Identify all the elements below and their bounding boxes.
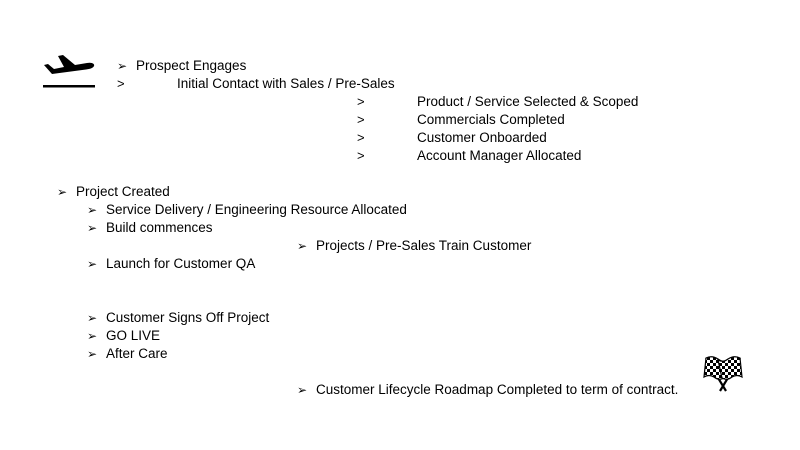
arrow-bullet-icon: ➢ <box>297 239 308 253</box>
gt-marker: > <box>357 94 365 109</box>
step-project-created: Project Created <box>76 184 170 199</box>
step-customer-signoff: Customer Signs Off Project <box>106 310 270 325</box>
arrow-bullet-icon: ➢ <box>87 203 98 217</box>
arrow-bullet-icon: ➢ <box>57 185 68 199</box>
step-account-manager: Account Manager Allocated <box>417 148 582 163</box>
step-onboarded: Customer Onboarded <box>417 130 547 145</box>
step-launch-qa: Launch for Customer QA <box>106 256 256 271</box>
step-resource-allocated: Service Delivery / Engineering Resource Allocated <box>106 202 407 217</box>
gt-marker: > <box>117 76 125 91</box>
gt-marker: > <box>357 148 365 163</box>
arrow-bullet-icon: ➢ <box>87 257 98 271</box>
step-train-customer: Projects / Pre-Sales Train Customer <box>316 238 532 253</box>
arrow-bullet-icon: ➢ <box>297 383 308 397</box>
gt-marker: > <box>357 112 365 127</box>
step-product-scoped: Product / Service Selected & Scoped <box>417 94 639 109</box>
arrow-bullet-icon: ➢ <box>87 311 98 325</box>
step-build-commences: Build commences <box>106 220 213 235</box>
gt-marker: > <box>357 130 365 145</box>
airplane-takeoff-icon <box>42 52 96 90</box>
arrow-bullet-icon: ➢ <box>87 347 98 361</box>
step-commercials: Commercials Completed <box>417 112 565 127</box>
step-roadmap-completed: Customer Lifecycle Roadmap Completed to term of contract. <box>316 382 679 397</box>
arrow-bullet-icon: ➢ <box>87 221 98 235</box>
step-prospect-engages: Prospect Engages <box>136 58 247 73</box>
arrow-bullet-icon: ➢ <box>117 59 128 73</box>
step-go-live: GO LIVE <box>106 328 161 343</box>
checkered-flags-icon <box>692 354 754 394</box>
arrow-bullet-icon: ➢ <box>87 329 98 343</box>
step-after-care: After Care <box>106 346 168 361</box>
step-initial-contact: Initial Contact with Sales / Pre-Sales <box>177 76 395 91</box>
